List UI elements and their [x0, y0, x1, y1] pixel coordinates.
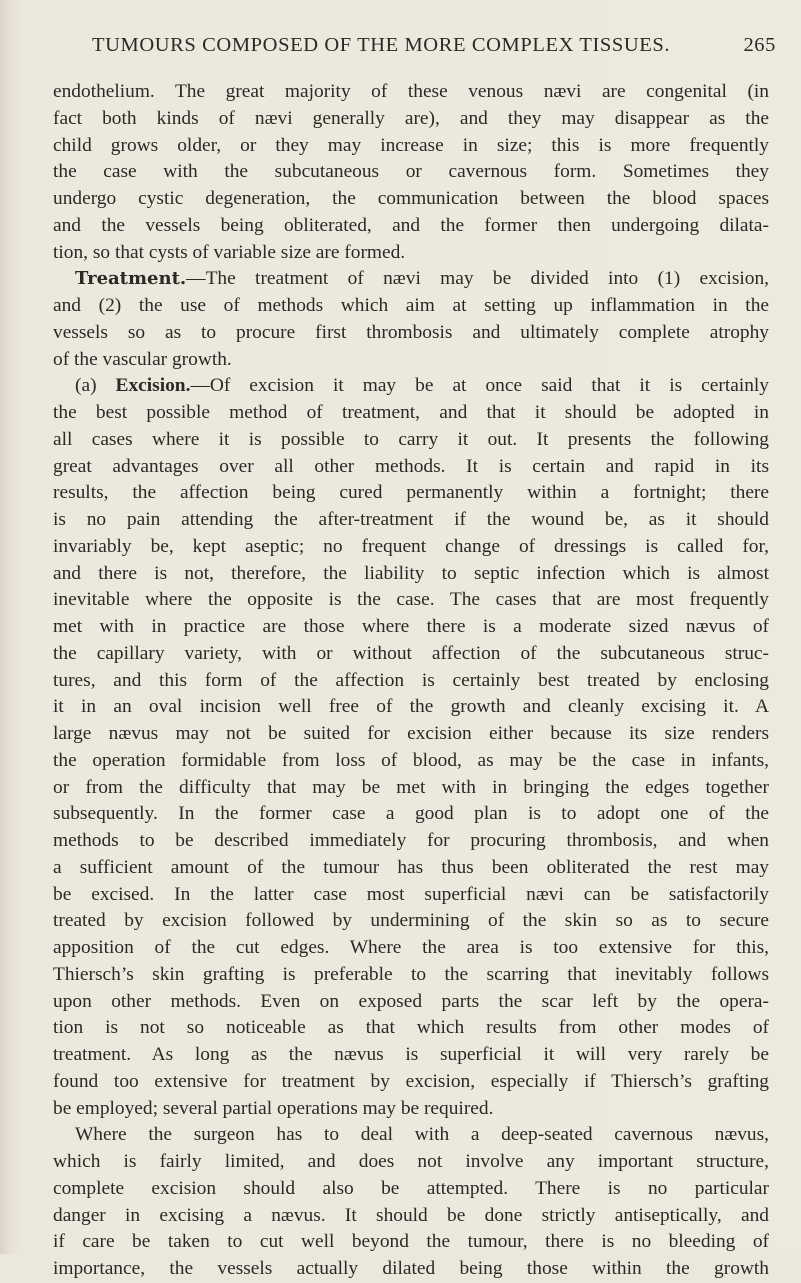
- section-label: (a): [75, 375, 97, 397]
- paragraph-deep-seated: [53, 1122, 769, 1283]
- paragraph-treatment: [53, 266, 769, 373]
- text-line: the best possible method of treatment, and that it should be adopted in: [53, 402, 769, 423]
- text-line: treated by excision followed by undermining of the skin so as to secure: [53, 910, 769, 932]
- text-line: undergo cystic degeneration, the communication between the blood spaces: [53, 188, 769, 209]
- text-line: is no pain attending the after-treatment if the wound be, as it should: [53, 509, 769, 530]
- text-run: —Of excision it may be at once said that it is certainly: [190, 375, 769, 397]
- page-number: 265: [743, 34, 776, 56]
- text-line: complete excision should also be attempted. There is no particular: [53, 1177, 769, 1199]
- text-line: the case with the subcutaneous or cavernous form. Sometimes they: [53, 161, 769, 183]
- text-line: met with in practice are those where there is a moderate sized nævus of: [53, 616, 769, 637]
- text-line: it in an oval incision well free of the growth and cleanly excising it. A: [53, 696, 769, 718]
- text-line: the operation formidable from loss of blood, as may be the case in infants,: [53, 749, 769, 771]
- text-line: vessels so as to procure first thrombosis and ultimately complete atrophy: [53, 321, 769, 343]
- paragraph-excision: [53, 373, 769, 1122]
- text-line: or from the difficulty that may be met with in bringing the edges together: [53, 776, 769, 798]
- text-line: great advantages over all other methods. It is certain and rapid in its: [53, 455, 769, 477]
- text-line: inevitable where the opposite is the case. The cases that are most frequently: [53, 589, 769, 611]
- text-line: danger in excising a nævus. It should be done strictly antiseptically, and: [53, 1204, 769, 1226]
- text-line: be excised. In the latter case most superficial nævi can be satisfactorily: [53, 883, 769, 905]
- text-line: importance, the vessels actually dilated being those within the growth: [53, 1258, 769, 1279]
- text-line: apposition of the cut edges. Where the area is too extensive for this,: [53, 937, 769, 958]
- text-line: and there is not, therefore, the liability to septic infection which is almost: [53, 562, 769, 584]
- text-line: treatment. As long as the nævus is superficial it will very rarely be: [53, 1044, 769, 1065]
- text-run: —The treatment of nævi may be divided into (1) excision,: [186, 268, 769, 290]
- text-line: and (2) the use of methods which aim at setting up inflammation in the: [53, 295, 769, 316]
- text-line: tion is not so noticeable as that which results from other modes of: [53, 1017, 769, 1039]
- text-line: be employed; several partial operations may be required.: [53, 1097, 494, 1119]
- text-line: [53, 266, 769, 293]
- text-line: [53, 373, 769, 400]
- text-line: all cases where it is possible to carry it out. It presents the following: [53, 428, 769, 450]
- text-line: tion, so that cysts of variable size are formed.: [53, 241, 406, 263]
- text-line: invariably be, kept aseptic; no frequent change of dressings is called for,: [53, 535, 769, 557]
- text-line: large nævus may not be suited for excision either because its size renders: [53, 723, 769, 744]
- text-line: Where the surgeon has to deal with a deep-seated cavernous nævus,: [75, 1124, 769, 1146]
- body-text: [53, 79, 769, 1283]
- running-title: TUMOURS COMPOSED OF THE MORE COMPLEX TISSUES.: [92, 34, 671, 56]
- text-line: tures, and this form of the affection is certainly best treated by enclosing: [53, 669, 769, 691]
- text-line: found too extensive for treatment by excision, especially if Thiersch’s grafting: [53, 1070, 769, 1092]
- text-line: subsequently. In the former case a good plan is to adopt one of the: [53, 803, 769, 825]
- text-line: upon other methods. Even on exposed parts the scar left by the opera-: [53, 990, 769, 1012]
- text-line: child grows older, or they may increase in size; this is more frequently: [53, 134, 769, 156]
- treatment-heading: Treatment.: [75, 268, 187, 290]
- text-line: which is fairly limited, and does not involve any important structure,: [53, 1151, 769, 1172]
- text-line: endothelium. The great majority of these venous nævi are congenital (in: [53, 81, 769, 102]
- text-line: results, the affection being cured permanently within a fortnight; there: [53, 482, 769, 504]
- text-line: methods to be described immediately for procuring thrombosis, and when: [53, 830, 769, 851]
- text-line: Thiersch’s skin grafting is preferable to the scarring that inevitably follows: [53, 963, 769, 985]
- excision-heading: Excision.: [115, 375, 191, 397]
- text-line: of the vascular growth.: [53, 348, 232, 370]
- running-head: [86, 34, 788, 64]
- text-line: a sufficient amount of the tumour has thus been obliterated the rest may: [53, 856, 769, 878]
- text-line: if care be taken to cut well beyond the tumour, there is no bleeding of: [53, 1231, 769, 1253]
- paragraph-venous-naevi: [53, 79, 769, 266]
- text-line: fact both kinds of nævi generally are), and they may disappear as the: [53, 107, 769, 129]
- text-line: the capillary variety, with or without affection of the subcutaneous struc-: [53, 642, 769, 664]
- text-line: and the vessels being obliterated, and the former then undergoing dilata-: [53, 214, 769, 236]
